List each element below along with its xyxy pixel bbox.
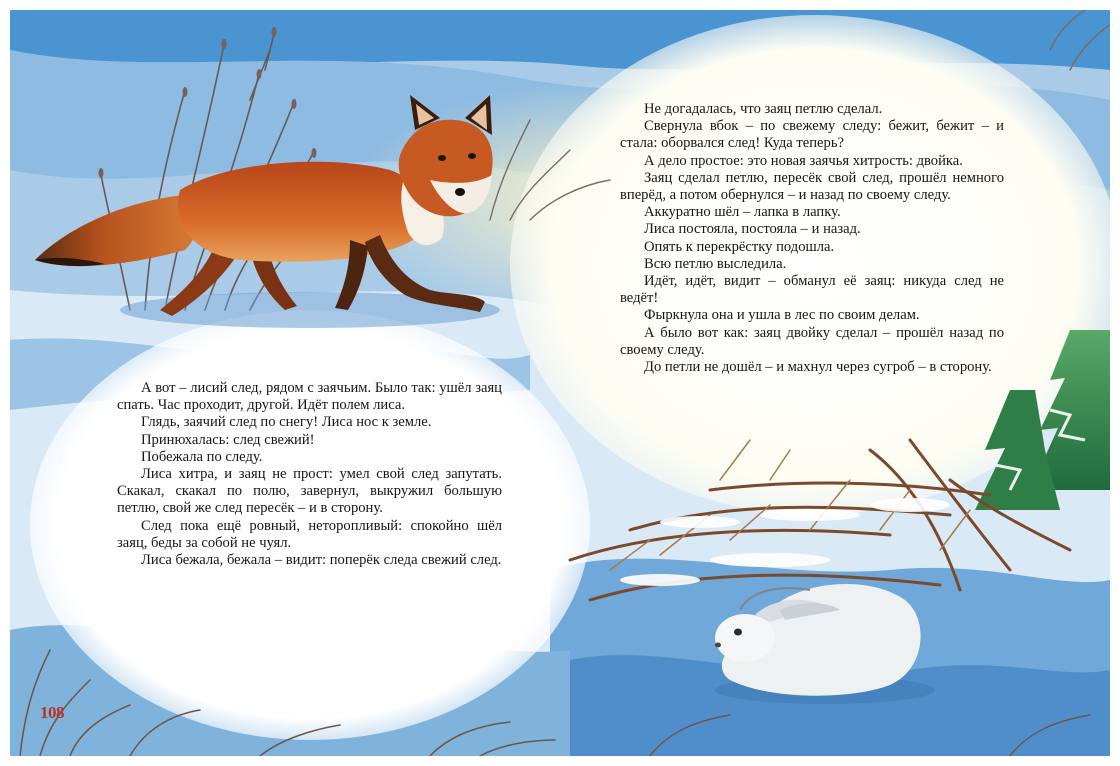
paragraph: Свернула вбок – по свежему следу: бежит, бежит – и стала: оборвался след! Куда теперь? <box>620 118 1004 152</box>
paragraph: А вот – лисий след, рядом с заячьим. Было так: ушёл заяц спать. Час проходит, другой. Идёт полем лиса. <box>117 380 502 414</box>
page-number: 108 <box>40 703 64 722</box>
paragraph: А было вот как: заяц двойку сделал – прошёл назад по своему следу. <box>620 324 1004 358</box>
paragraph: Всю петлю выследила. <box>644 255 787 272</box>
paragraph: Лиса постояла, постояла – и назад. <box>644 221 861 238</box>
paragraph: Заяц сделал петлю, пересёк свой след, прошёл немного вперёд, а потом обернулся – и назад по своему следу. <box>620 169 1004 204</box>
paragraph: След пока ещё ровный, неторопливый: спокойно шёл заяц, беды за собой не чуял. <box>117 517 502 551</box>
left-column-text <box>117 380 502 569</box>
paragraph: Идёт, идёт, видит – обманул её заяц: никуда след не ведёт! <box>620 273 1004 307</box>
paragraph: До петли не дошёл – и махнул через сугроб – в сторону. <box>644 359 992 376</box>
paragraph: А дело простое: это новая заячья хитрость: двойка. <box>644 152 963 169</box>
paragraph: Побежала по следу. <box>141 448 263 465</box>
paragraph: Глядь, заячий след по снегу! Лиса нос к земле. <box>141 414 432 431</box>
right-column-text <box>620 101 1004 376</box>
paragraph: Лиса хитра, и заяц не прост: умел свой след запутать. Скакал, скакал по полю, завернул, выкружил большую петлю, свой же след пересёк – и в сторону. <box>117 466 502 517</box>
paragraph: Опять к перекрёстку подошла. <box>644 238 835 255</box>
paragraph: Принюхалась: след свежий! <box>141 431 315 448</box>
book-spread <box>10 10 1110 756</box>
paragraph: Аккуратно шёл – лапка в лапку. <box>644 204 841 221</box>
paragraph: Не догадалась, что заяц петлю сделал. <box>644 101 883 117</box>
paragraph: Фыркнула она и ушла в лес по своим делам. <box>644 307 920 324</box>
paragraph: Лиса бежала, бежала – видит: поперёк следа свежий след. <box>141 552 502 569</box>
